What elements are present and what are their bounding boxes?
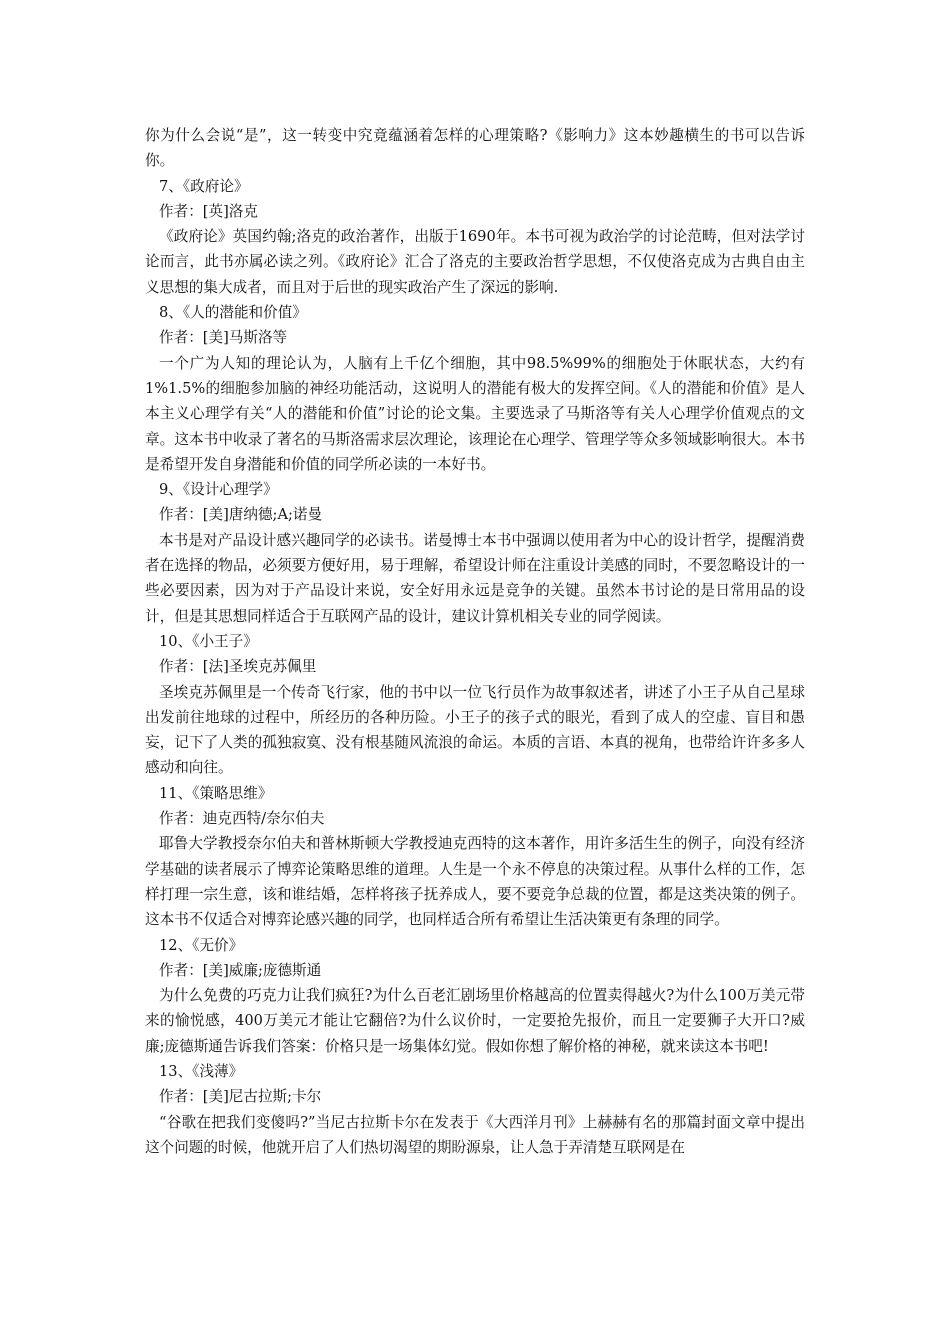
book-heading: 9、《设计心理学》: [159, 481, 278, 499]
book-description: 圣埃克苏佩里是一个传奇飞行家，他的书中以一位飞行员作为故事叙述者，讲述了小王子从自己星球出发前往地球的过程中，所经历的各种历险。小王子的孩子式的眼光，看到了成人的空虚、盲目和愚妄，记下了人类的孤独寂寞、没有根基随风流浪的命运。本质的言语、本真的视角，也带给许许多多人感动和向往。: [145, 683, 805, 777]
book-author: 作者：[英]洛克: [159, 202, 258, 220]
book-description: 《政府论》英国约翰;洛克的政治著作，出版于1690年。本书可视为政治学的讨论范畴，但对法学讨论而言，此书亦属必读之列。《政府论》汇合了洛克的主要政治哲学思想，不仅使洛克成为古典自由主义思想的集大成者，而且对于后世的现实政治产生了深远的影响.: [145, 228, 805, 296]
book-description: 本书是对产品设计感兴趣同学的必读书。诺曼博士本书中强调以使用者为中心的设计哲学，提醒消费者在选择的物品，必须要方便好用，易于理解，希望设计师在注重设计美感的同时，不要忽略设计的一些必要因素，因为对于产品设计来说，安全好用永远是竞争的关键。虽然本书讨论的是日常用品的设计，但是其思想同样适合于互联网产品的设计，建议计算机相关专业的同学阅读。: [145, 531, 805, 625]
book-entry: [145, 933, 805, 1059]
book-heading: 7、《政府论》: [159, 177, 249, 195]
book-heading: 8、《人的潜能和价值》: [159, 304, 307, 322]
book-description: 一个广为人知的理论认为，人脑有上千亿个细胞，其中98.5%99%的细胞处于休眠状态，大约有1%1.5%的细胞参加脑的神经功能活动，这说明人的潜能有极大的发挥空间。《人的潜能和价值》是人本主义心理学有关“人的潜能和价值”讨论的论文集。主要选录了马斯洛等有关人心理学价值观点的文章。这本书中收录了著名的马斯洛需求层次理论，该理论在心理学、管理学等众多领域影响很大。本书是希望开发自身潜能和价值的同学所必读的一本好书。: [145, 354, 805, 473]
book-author: 作者：迪克西特/奈尔伯夫: [159, 810, 325, 828]
book-heading: 13、《浅薄》: [159, 1062, 244, 1080]
document-page: [145, 123, 805, 1160]
book-heading: 11、《策略思维》: [159, 784, 273, 802]
book-description: “谷歌在把我们变傻吗?”当尼古拉斯卡尔在发表于《大西洋月刊》上赫赫有名的那篇封面文章中提出这个问题的时候，他就开启了人们热切渴望的期盼源泉，让人急于弄清楚互联网是在: [145, 1113, 805, 1156]
book-entry: [145, 629, 805, 781]
book-description: 耶鲁大学教授奈尔伯夫和普林斯顿大学教授迪克西特的这本著作，用许多活生生的例子，向没有经济学基础的读者展示了博弈论策略思维的道理。人生是一个永不停息的决策过程。从事什么样的工作，怎样打理一宗生意，该和谁结婚，怎样将孩子抚养成人，要不要竞争总裁的位置，都是这类决策的例子。这本书不仅适合对博弈论感兴趣的同学，也同样适合所有希望让生活决策更有条理的同学。: [145, 835, 805, 929]
book-heading: 12、《无价》: [159, 936, 244, 954]
book-entry: [145, 300, 805, 477]
book-entry: [145, 1059, 805, 1160]
book-author: 作者：[美]威廉;庞德斯通: [159, 961, 322, 979]
book-description: 为什么免费的巧克力让我们疯狂?为什么百老汇剧场里价格越高的位置卖得越火?为什么100万美元带来的愉悦感，400万美元才能让它翻倍?为什么议价时，一定要抢先报价，而且一定要狮子大开口?威廉;庞德斯通告诉我们答案：价格只是一场集体幻觉。假如你想了解价格的神秘，就来读这本书吧!: [145, 987, 805, 1055]
book-author: 作者：[法]圣埃克苏佩里: [159, 658, 317, 676]
book-entry: [145, 781, 805, 933]
book-author: 作者：[美]马斯洛等: [159, 329, 288, 347]
intro-paragraph: 你为什么会说“是”，这一转变中究竟蕴涵着怎样的心理策略?《影响力》这本妙趣横生的书可以告诉你。: [145, 127, 805, 170]
book-author: 作者：[美]尼古拉斯;卡尔: [159, 1088, 322, 1106]
book-author: 作者：[美]唐纳德;A;诺曼: [159, 506, 323, 524]
book-heading: 10、《小王子》: [159, 632, 258, 650]
book-entry: [145, 174, 805, 300]
book-entry: [145, 477, 805, 629]
